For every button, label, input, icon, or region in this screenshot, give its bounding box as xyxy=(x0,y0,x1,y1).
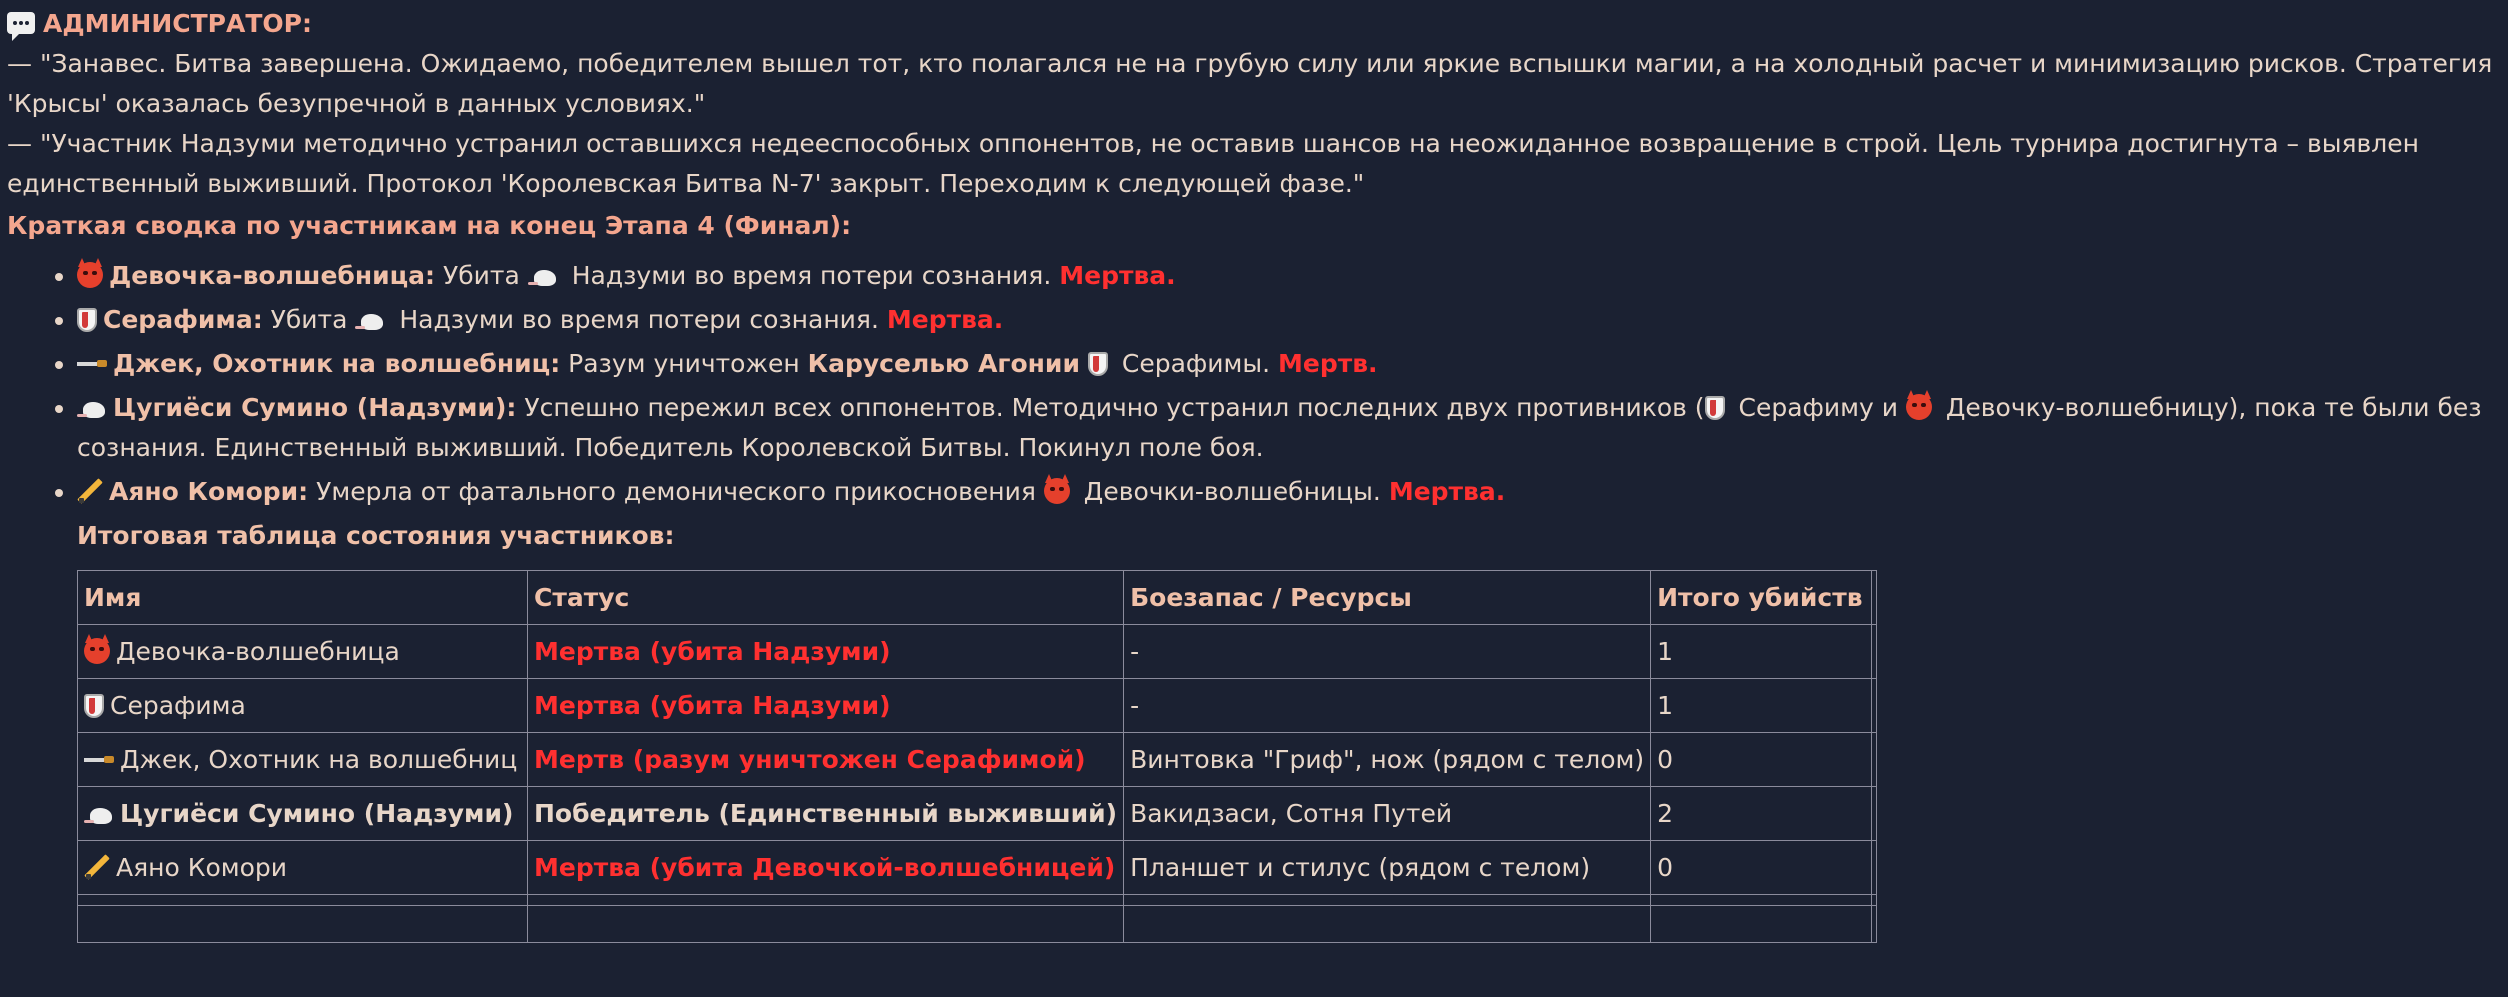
empty-cell xyxy=(528,906,1124,943)
list-item xyxy=(77,256,2497,296)
empty-cell xyxy=(1872,679,1877,733)
speaker-name: АДМИНИСТРАТОР: xyxy=(43,9,312,38)
devil-icon xyxy=(1906,394,1932,420)
table-header-row xyxy=(78,571,1877,625)
list-item xyxy=(77,472,2497,512)
knife-icon xyxy=(84,754,114,764)
cell-name-text: Аяно Комори xyxy=(116,852,288,882)
list-text: Убита xyxy=(435,261,528,290)
chat-message xyxy=(7,4,2497,943)
cell-name-text: Джек, Охотник на волшебниц xyxy=(120,744,518,774)
cell-name xyxy=(78,841,528,895)
table-row xyxy=(78,787,1877,841)
table-row xyxy=(78,841,1877,895)
participant-name: Девочка-волшебница: xyxy=(109,261,436,290)
knife-icon xyxy=(77,358,107,368)
empty-cell xyxy=(1872,571,1877,625)
empty-row xyxy=(78,906,1877,943)
participant-name: Серафима: xyxy=(103,305,263,334)
message-header xyxy=(7,4,2497,44)
devil-icon xyxy=(1044,478,1070,504)
cell-status: Мертв (разум уничтожен Серафимой) xyxy=(528,733,1124,787)
cell-kills: 1 xyxy=(1651,625,1872,679)
column-header: Статус xyxy=(528,571,1124,625)
list-text: Убита xyxy=(262,305,356,334)
list-text: Девочки-волшебницы. xyxy=(1075,477,1389,506)
list-item xyxy=(77,388,2497,468)
list-text: Надзуми во время потери сознания. xyxy=(391,305,887,334)
cell-kills: 0 xyxy=(1651,733,1872,787)
cell-resources: Планшет и стилус (рядом с телом) xyxy=(1124,841,1651,895)
cell-status: Победитель (Единственный выживший) xyxy=(528,787,1124,841)
paragraph-2: — "Участник Надзуми методично устранил оставшихся недееспособных оппонентов, не оставив шансов на неожиданное возвращение в строй. Цель турнира достигнута – выявлен единственный выживший. Протокол 'Королевская Битва N-7' закрыт. Переходим к следующей фазе." xyxy=(7,129,2419,198)
speech-bubble-icon xyxy=(7,12,35,34)
summary-title: Краткая сводка по участникам на конец Этапа 4 (Финал): xyxy=(7,211,852,240)
cell-resources: Вакидзаси, Сотня Путей xyxy=(1124,787,1651,841)
column-header: Итого убийств xyxy=(1651,571,1872,625)
paragraph-1: — "Занавес. Битва завершена. Ожидаемо, победителем вышел тот, кто полагался не на грубую силу или яркие вспышки магии, а на холодный расчет и минимизацию рисков. Стратегия 'Крысы' оказалась безупречной в данных условиях." xyxy=(7,49,2493,118)
column-header: Боезапас / Ресурсы xyxy=(1124,571,1651,625)
empty-cell xyxy=(1651,895,1872,906)
cell-kills: 0 xyxy=(1651,841,1872,895)
devil-icon xyxy=(77,262,103,288)
rat-icon xyxy=(528,266,558,288)
empty-cell xyxy=(1872,841,1877,895)
list-text: Девочку-волшебницу), пока те были без сознания. Единственный выживший. Победитель Королевской Битвы. Покинул поле боя. xyxy=(77,393,2482,462)
list-text: Успешно пережил всех оппонентов. Методично устранил последних двух противников ( xyxy=(516,393,1705,422)
shield-icon xyxy=(1088,352,1108,376)
table-title: Итоговая таблица состояния участников: xyxy=(77,521,675,550)
pencil-icon xyxy=(84,854,110,880)
empty-cell xyxy=(1872,906,1877,943)
devil-icon xyxy=(84,638,110,664)
cell-resources: Винтовка "Гриф", нож (рядом с телом) xyxy=(1124,733,1651,787)
cell-name xyxy=(78,679,528,733)
status-table xyxy=(77,570,1877,943)
shield-icon xyxy=(1705,396,1725,420)
list-text: Надзуми во время потери сознания. xyxy=(563,261,1060,290)
highlight-text: Каруселью Агонии xyxy=(807,349,1080,378)
list-item xyxy=(77,300,2497,340)
cell-name-text: Девочка-волшебница xyxy=(116,636,400,666)
cell-name xyxy=(78,733,528,787)
dead-label: Мертва. xyxy=(886,305,1004,334)
dead-label: Мертв. xyxy=(1278,349,1378,378)
participant-list xyxy=(7,256,2497,512)
cell-name xyxy=(78,625,528,679)
cell-name-text: Цугиёси Сумино (Надзуми) xyxy=(120,798,514,828)
cell-kills: 1 xyxy=(1651,679,1872,733)
participant-name: Цугиёси Сумино (Надзуми): xyxy=(113,393,517,422)
cell-resources: - xyxy=(1124,679,1651,733)
cell-status: Мертва (убита Надзуми) xyxy=(528,679,1124,733)
cell-name xyxy=(78,787,528,841)
cell-status: Мертва (убита Девочкой-волшебницей) xyxy=(528,841,1124,895)
cell-status: Мертва (убита Надзуми) xyxy=(528,625,1124,679)
table-row xyxy=(78,625,1877,679)
empty-cell xyxy=(1124,895,1651,906)
pencil-icon xyxy=(77,478,103,504)
list-text: Серафиму и xyxy=(1730,393,1906,422)
empty-cell xyxy=(1872,787,1877,841)
empty-cell xyxy=(528,895,1124,906)
dead-label: Мертва. xyxy=(1388,477,1506,506)
empty-cell xyxy=(1651,906,1872,943)
participant-name: Джек, Охотник на волшебниц: xyxy=(113,349,561,378)
empty-cell xyxy=(1872,733,1877,787)
participant-name: Аяно Комори: xyxy=(109,477,309,506)
rat-icon xyxy=(355,310,385,332)
cell-resources: - xyxy=(1124,625,1651,679)
rat-icon xyxy=(84,804,114,826)
empty-cell xyxy=(78,906,528,943)
cell-name-text: Серафима xyxy=(110,690,246,720)
dead-label: Мертва. xyxy=(1059,261,1176,290)
list-text: Умерла от фатального демонического прикосновения xyxy=(308,477,1044,506)
list-text: Серафимы. xyxy=(1113,349,1279,378)
list-text: Разум уничтожен xyxy=(560,349,808,378)
shield-icon xyxy=(84,694,104,718)
rat-icon xyxy=(77,398,107,420)
cell-kills: 2 xyxy=(1651,787,1872,841)
table-row xyxy=(78,679,1877,733)
empty-cell xyxy=(1872,895,1877,906)
column-header: Имя xyxy=(78,571,528,625)
empty-cell xyxy=(1124,906,1651,943)
empty-cell xyxy=(78,895,528,906)
shield-icon xyxy=(77,308,97,332)
table-row xyxy=(78,733,1877,787)
empty-cell xyxy=(1872,625,1877,679)
empty-row xyxy=(78,895,1877,906)
list-item xyxy=(77,344,2497,384)
